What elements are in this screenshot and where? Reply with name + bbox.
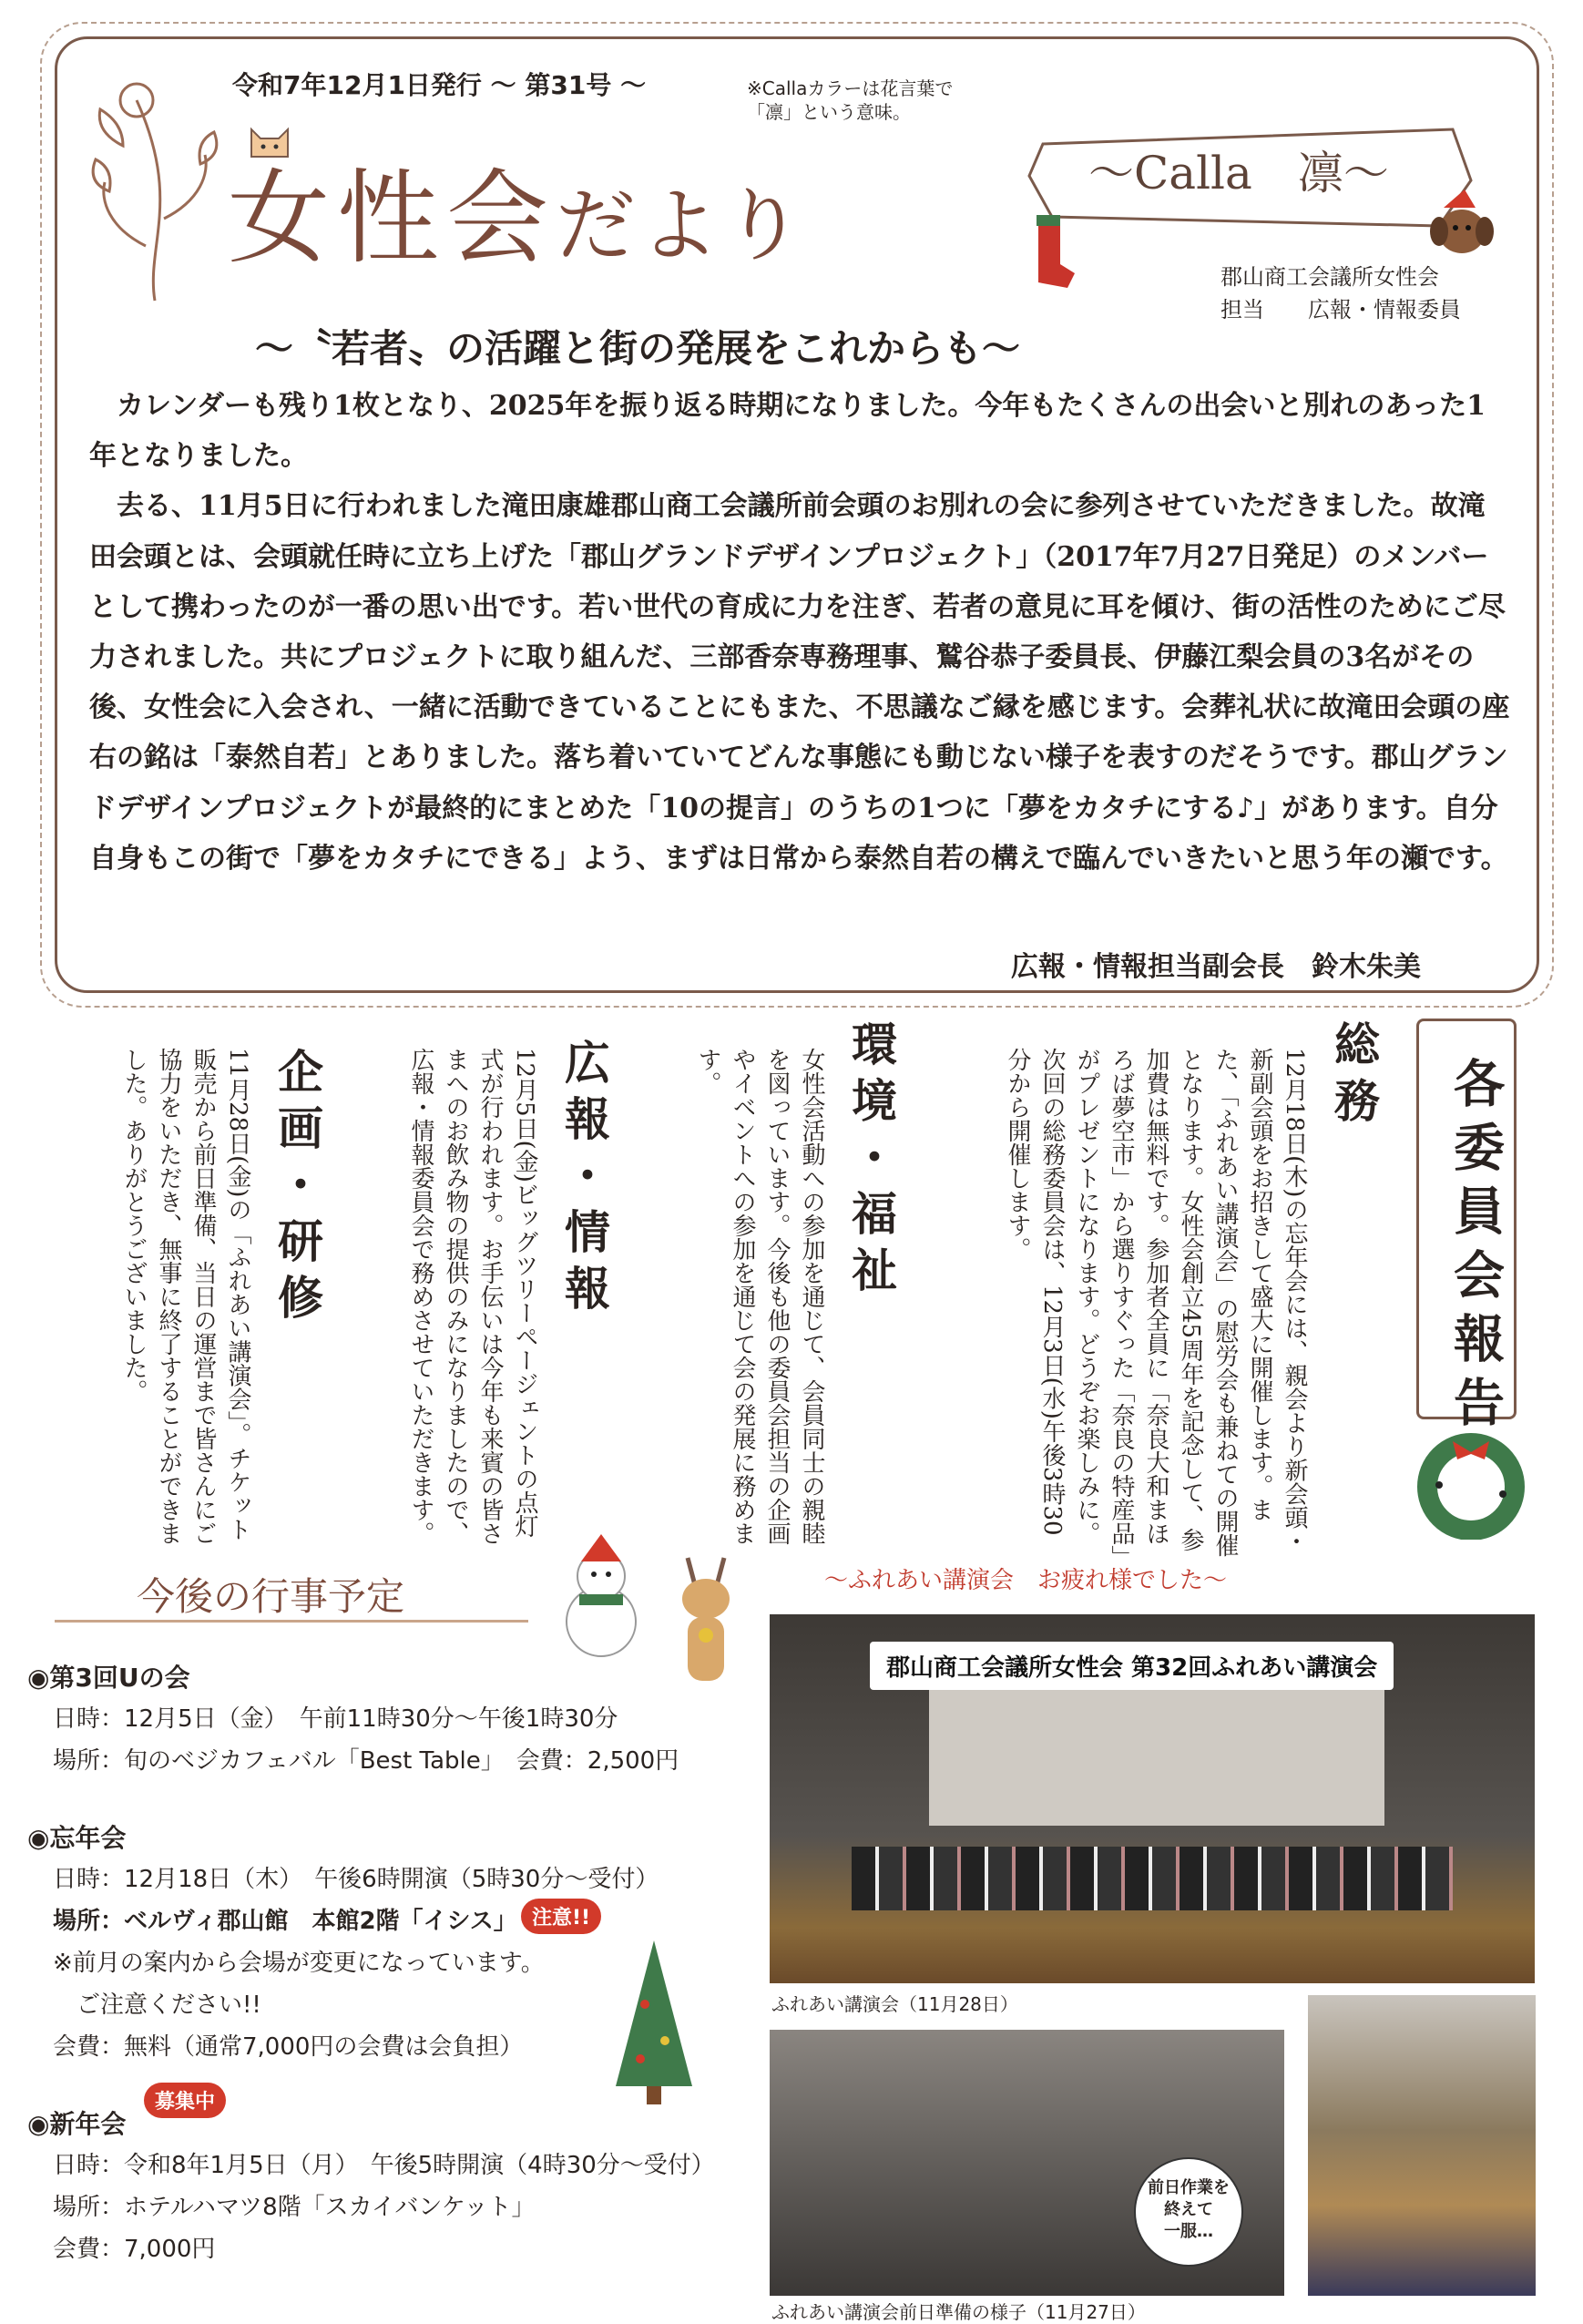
dog-icon <box>1421 188 1503 261</box>
event-shinnenkai-place: 場所：ホテルハマツ8階「スカイバンケット」 <box>53 2194 536 2221</box>
stocking-icon <box>1020 210 1084 292</box>
kikaku-title: 企画・研修 <box>271 1048 323 1330</box>
caption-preparation: ふれあい講演会前日準備の様子（11月27日） <box>771 2301 1146 2323</box>
events-title: 今後の行事予定 <box>137 1574 405 1619</box>
packing-photo <box>1308 1995 1536 2296</box>
reindeer-icon <box>660 1549 751 1704</box>
committee-reports <box>41 1020 1380 1557</box>
caution-badge: 注意!! <box>521 1899 601 1934</box>
recruiting-badge: 募集中 <box>144 2083 226 2118</box>
title-kana: だより <box>556 179 808 272</box>
soumu-title: 総務 <box>1327 1020 1380 1133</box>
wreath-icon <box>1403 1421 1539 1540</box>
org-dept: 担当 広報・情報委員 <box>1220 297 1461 322</box>
article-headline: 〜〝若者〟の活躍と街の発展をこれからも〜 <box>255 326 1021 371</box>
article-body <box>89 381 1510 884</box>
photo-section-title: 〜ふれあい講演会 お疲れ様でした〜 <box>824 1567 1228 1594</box>
event-bounenkai-fee: 会費：無料（通常7,000円の会費は会負担） <box>53 2033 524 2061</box>
event-shinnenkai-name: ◉新年会 <box>27 2109 127 2139</box>
calla-subtitle: 〜Calla 凛〜 <box>1088 147 1389 200</box>
article-paragraph-2: 去る、11月5日に行われました滝田康雄郡山商工会議所前会頭のお別れの会に参列させていただきました。故滝田会頭とは、会頭就任時に立ち上げた「郡山グランドデザインプロジェクト」（2017年7月27日発足）のメンバーとして携わったのが一番の思い出です。若い世代の育成に力を注ぎ、若者の意見に耳を傾け、街の活性のためにご尽力されました。共にプロジェクトに取り組んだ、三部香奈専務理事、鷲谷恭子委員長、伊藤江梨会員の3名がその後、女性会に入会され、一緒に活動できていることにもまた、不思議なご縁を感じます。会葬礼状に故滝田会頭の座右の銘は「泰然自若」とありました。落ち着いていてどんな事態にも動じない様子を表すのだそうです。郡山グランドデザインプロジェクトが最終的にまとめた「10の提言」のうちの1つに「夢をカタチにする♪」があります。自分自身もこの街で「夢をカタチにできる」よう、まずは日常から泰然自若の構えで臨んでいきたいと思う年の瀬です。 <box>89 490 1510 875</box>
snowman-icon <box>546 1531 656 1667</box>
break-bubble <box>1134 2157 1243 2267</box>
org-name: 郡山商工会議所女性会 <box>1220 264 1439 290</box>
kikaku-text: 11月28日(金)の「ふれあい講演会」。チケット販売から前日準備、当日の運営まで皆さんにご協力をいただき、無事に終了することができました。ありがとうございました。 <box>120 1048 251 1545</box>
issue-line: 令和7年12月1日発行 〜 第31号 〜 <box>232 70 647 100</box>
kouhou-text: 12月5日(金)ビッグツリーページェントの点灯式が行われます。お手伝いは今年も来賓の皆さまへのお飲み物の提供のみになりましたので、広報・情報委員会で務めさせていただきます。 <box>407 1048 538 1545</box>
flower-illustration <box>73 64 228 310</box>
organization-info <box>1220 261 1461 326</box>
soumu-text: 12月18日(木)の忘年会には、親会より新会頭・新副会頭をお招きして盛大に開催します。また、「ふれあい講演会」の慰労会も兼ねての開催となります。女性会創立45周年を記念して、参加費は無料です。参加者全員に「奈良大和まほろば夢空市」から選りすぐった「奈良の特産品」がプレゼントになります。どうぞお楽しみに。 次回の総務委員会は、12月3日(水)午後3時30分から開催します。 <box>1004 1048 1308 1557</box>
event-u-kai-place: 場所：旬のベジカフェバル「Best Table」 会費：2,500円 <box>53 1747 679 1775</box>
event-shinnenkai-date: 日時：令和8年1月5日（月） 午後5時開演（4時30分〜受付） <box>53 2152 715 2179</box>
calla-note-line-2: 「凛」という意味。 <box>747 101 911 123</box>
title-kanji: 女性会 <box>228 159 556 278</box>
kankyo-text: 女性会活動への参加を通じて、会員同士の親睦を図っています。今後も他の委員会担当の企画やイベントへの参加を通じて会の発展に務めます。 <box>694 1048 825 1545</box>
break-bubble-text: 前日作業を 終えて 一服… <box>1148 2178 1230 2241</box>
article-paragraph-1: カレンダーも残り1枚となり、2025年を振り返る時期になりました。今年もたくさんの出会いと別れのあった1年となりました。 <box>89 390 1486 473</box>
kouhou-title: 広報・情報 <box>557 1039 610 1321</box>
events-underline <box>55 1620 528 1623</box>
article-signature: 広報・情報担当副会長 鈴木朱美 <box>1011 951 1421 983</box>
newsletter-title <box>228 137 807 283</box>
event-shinnenkai-fee: 会費：7,000円 <box>53 2236 216 2263</box>
calla-note <box>747 77 993 124</box>
reports-title: 各委員会報告 <box>1445 1057 1506 1439</box>
event-bounenkai-place: 場所：ベルヴィ郡山館 本館2階「イシス」 <box>53 1908 517 1935</box>
christmas-tree-icon <box>608 1931 700 2114</box>
event-u-kai-name: ◉第3回Uの会 <box>27 1663 190 1693</box>
kankyo-title: 環境・福祉 <box>844 1020 897 1303</box>
lecture-banner: 郡山商工会議所女性会 第32回ふれあい講演会 <box>870 1642 1394 1690</box>
event-bounenkai-note-2: ご注意ください!! <box>77 1991 261 2019</box>
event-u-kai-date: 日時：12月5日（金） 午前11時30分〜午後1時30分 <box>53 1705 618 1733</box>
caption-lecture: ふれあい講演会（11月28日） <box>771 1993 1018 2015</box>
event-bounenkai-note-1: ※前月の案内から会場が変更になっています。 <box>53 1950 545 1977</box>
event-bounenkai-name: ◉忘年会 <box>27 1823 127 1853</box>
event-bounenkai-date: 日時：12月18日（木） 午後6時開演（5時30分〜受付） <box>53 1866 659 1893</box>
calla-note-line-1: ※Callaカラーは花言葉で <box>747 77 954 99</box>
